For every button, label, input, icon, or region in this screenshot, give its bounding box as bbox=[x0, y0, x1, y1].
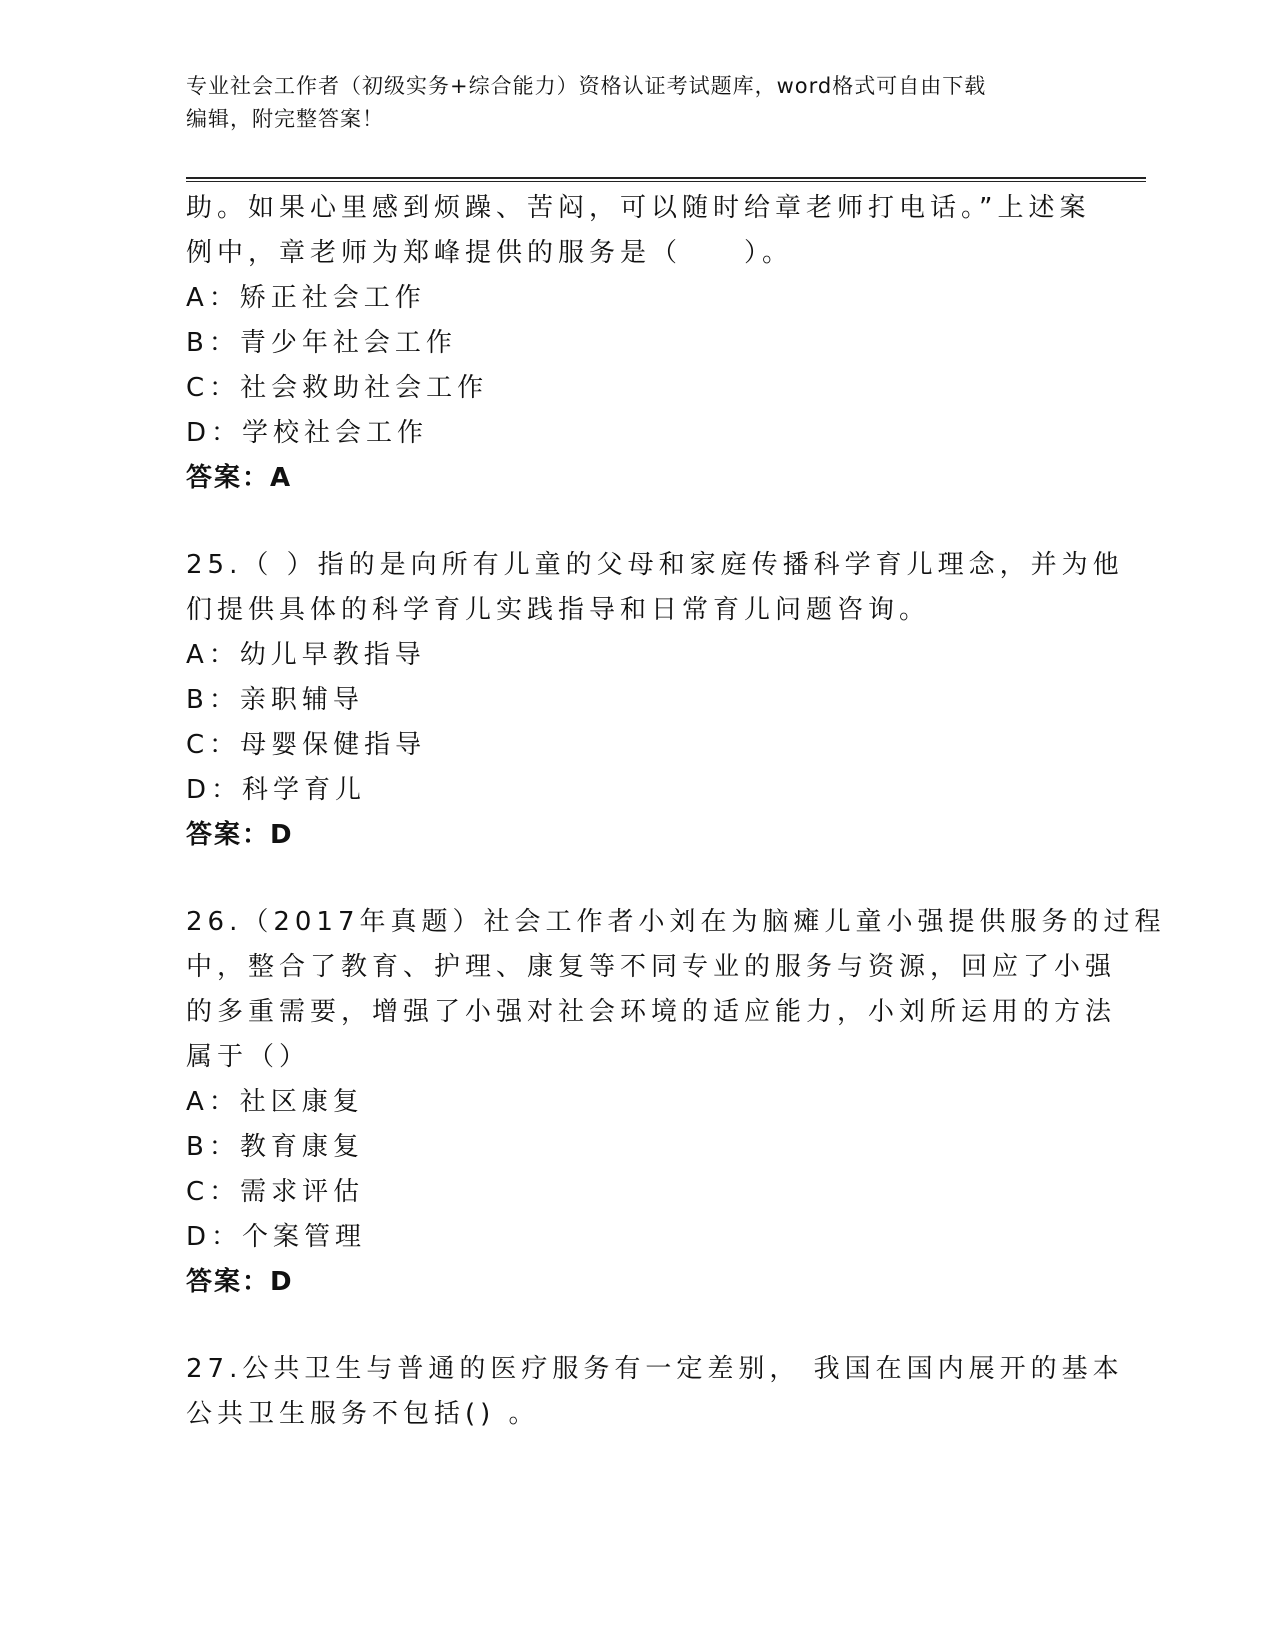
header-divider bbox=[186, 177, 1146, 182]
answer-line: 答案：D bbox=[186, 820, 294, 850]
question-list bbox=[186, 186, 1166, 1437]
header-line-1: 专业社会工作者（初级实务+综合能力）资格认证考试题库，word格式可自由下载 bbox=[186, 74, 987, 98]
question-26 bbox=[186, 900, 1166, 1305]
option-d: D：学校社会工作 bbox=[186, 418, 429, 448]
question-24 bbox=[186, 186, 1091, 501]
question-stem-line: 属于（） bbox=[186, 1042, 311, 1072]
question-27 bbox=[186, 1347, 1124, 1437]
question-stem-line: 们提供具体的科学育儿实践指导和日常育儿问题咨询。 bbox=[186, 595, 931, 625]
question-stem-line: 27.公共卫生与普通的医疗服务有一定差别， 我国在国内展开的基本 bbox=[186, 1354, 1124, 1384]
question-stem-line: 助。如果心里感到烦躁、苦闷，可以随时给章老师打电话。”上述案 bbox=[186, 193, 1091, 223]
question-stem-line: 中，整合了教育、护理、康复等不同专业的服务与资源，回应了小强 bbox=[186, 952, 1117, 982]
answer-line: 答案：A bbox=[186, 463, 293, 493]
question-stem-line: 的多重需要，增强了小强对社会环境的适应能力，小刘所运用的方法 bbox=[186, 997, 1117, 1027]
answer-line: 答案：D bbox=[186, 1267, 294, 1297]
question-stem-line: 例中，章老师为郑峰提供的服务是（ ）。 bbox=[186, 238, 794, 268]
option-c: C：母婴保健指导 bbox=[186, 730, 427, 760]
page-header bbox=[186, 70, 1086, 136]
option-b: B：亲职辅导 bbox=[186, 685, 364, 715]
option-b: B：青少年社会工作 bbox=[186, 328, 457, 358]
option-a: A：社区康复 bbox=[186, 1087, 364, 1117]
question-stem-line: 26.（2017年真题）社会工作者小刘在为脑瘫儿童小强提供服务的过程 bbox=[186, 907, 1166, 937]
option-c: C：需求评估 bbox=[186, 1177, 365, 1207]
question-stem-line: 公共卫生服务不包括() 。 bbox=[186, 1399, 540, 1429]
option-d: D：科学育儿 bbox=[186, 775, 367, 805]
option-a: A：矫正社会工作 bbox=[186, 283, 426, 313]
option-a: A：幼儿早教指导 bbox=[186, 640, 426, 670]
question-stem-line: 25.（ ）指的是向所有儿童的父母和家庭传播科学育儿理念，并为他 bbox=[186, 550, 1124, 580]
option-d: D：个案管理 bbox=[186, 1222, 367, 1252]
question-25 bbox=[186, 543, 1124, 858]
header-line-2: 编辑，附完整答案！ bbox=[186, 107, 384, 131]
option-b: B：教育康复 bbox=[186, 1132, 364, 1162]
option-c: C：社会救助社会工作 bbox=[186, 373, 489, 403]
